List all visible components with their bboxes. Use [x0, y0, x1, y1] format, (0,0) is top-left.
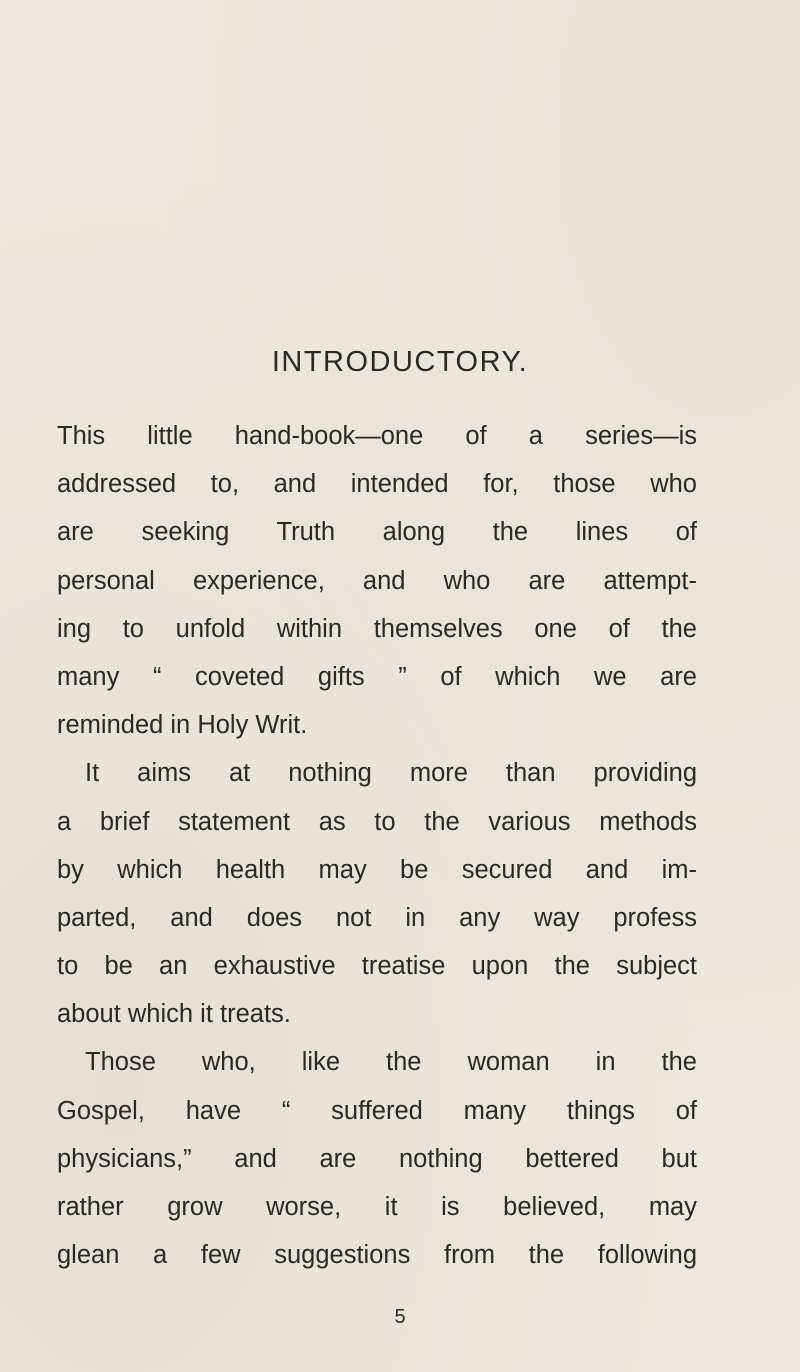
text-line: glean a few suggestions from the following: [57, 1241, 697, 1270]
text-line: about which it treats.: [57, 1000, 291, 1029]
text-line: addressed to, and intended for, those who: [57, 470, 697, 499]
text-line: parted, and does not in any way profess: [57, 903, 697, 932]
text-line: a brief statement as to the various methods: [57, 807, 697, 836]
text-line: personal experience, and who are attempt-: [57, 566, 697, 595]
text-line: rather grow worse, it is believed, may: [57, 1193, 697, 1221]
text-line: by which health may be secured and im-: [57, 855, 697, 884]
text-line: It aims at nothing more than providing: [85, 759, 697, 788]
text-line: This little hand-book—one of a series—is: [57, 422, 697, 450]
text-line: reminded in Holy Writ.: [57, 711, 308, 740]
text-line: are seeking Truth along the lines of: [57, 518, 697, 547]
page-number: 5: [394, 1306, 406, 1328]
text-line: Gospel, have “ suffered many things of: [57, 1096, 697, 1125]
text-line: Those who, like the woman in the: [85, 1048, 697, 1077]
chapter-title: INTRODUCTORY.: [271, 346, 529, 378]
body-text: [57, 412, 697, 1279]
text-line: many “ coveted gifts ” of which we are: [57, 662, 697, 691]
text-line: physicians,” and are nothing bettered but: [57, 1144, 697, 1173]
text-line: ing to unfold within themselves one of the: [57, 614, 697, 643]
text-line: to be an exhaustive treatise upon the subject: [57, 952, 697, 981]
